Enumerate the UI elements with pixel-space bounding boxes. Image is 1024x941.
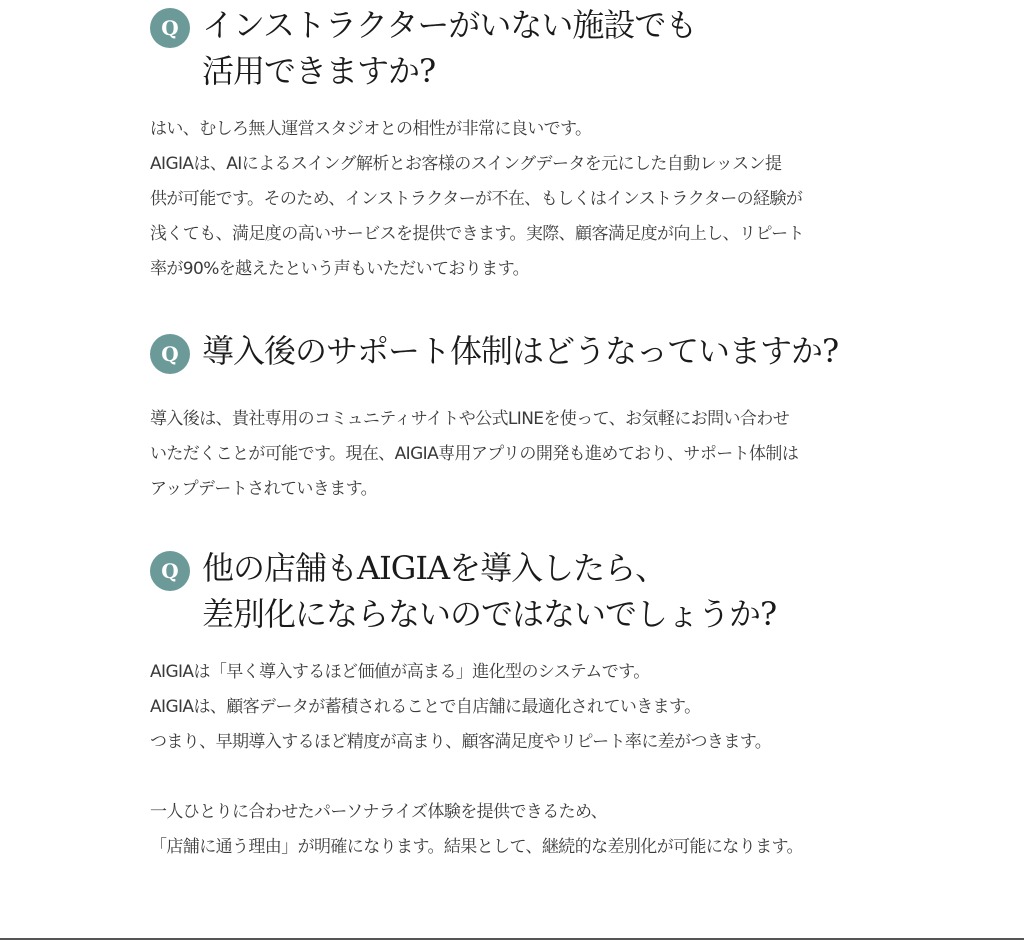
answer-line: 浅くても、満足度の高いサービスを提供できます。実際、顧客満足度が向上し、リピート xyxy=(150,224,804,244)
faq-answer xyxy=(150,402,880,507)
q-badge-icon: Q xyxy=(150,551,190,591)
answer-line: 一人ひとりに合わせたパーソナライズ体験を提供できるため、 xyxy=(150,802,608,822)
answer-line: AIGIAは、顧客データが蓄積されることで自店舗に最適化されていきます。 xyxy=(150,697,701,717)
answer-line: 供が可能です。そのため、インストラクターが不在、もしくはインストラクターの経験が xyxy=(150,189,803,209)
answer-line: はい、むしろ無人運営スタジオとの相性が非常に良いです。 xyxy=(150,119,592,139)
faq-question xyxy=(150,545,880,637)
answer-line: いただくことが可能です。現在、AIGIA専用アプリの開発も進めており、サポート体制は xyxy=(150,444,799,464)
answer-line: つまり、早期導入するほど精度が高まり、顧客満足度やリピート率に差がつきます。 xyxy=(150,732,772,752)
bottom-divider xyxy=(0,938,1024,940)
faq-question xyxy=(150,2,880,94)
faq-item xyxy=(150,328,880,507)
paragraph-gap xyxy=(150,760,880,795)
faq-item xyxy=(150,545,880,865)
faq-item xyxy=(150,2,880,287)
question-line: 他の店舗もAIGIAを導入したら、 xyxy=(202,549,667,587)
answer-line: 率が90%を越えたという声もいただいております。 xyxy=(150,259,530,279)
answer-line: アップデートされていきます。 xyxy=(150,479,378,499)
faq-answer xyxy=(150,655,880,865)
question-line: 活用できますか? xyxy=(202,52,436,90)
answer-line: AIGIAは「早く導入するほど価値が高まる」進化型のシステムです。 xyxy=(150,662,650,682)
question-line: インストラクターがいない施設でも xyxy=(202,6,697,44)
answer-line: 「店舗に通う理由」が明確になります。結果として、継続的な差別化が可能になります。 xyxy=(150,837,803,857)
q-badge-icon: Q xyxy=(150,334,190,374)
faq-question xyxy=(150,328,880,374)
answer-line: AIGIAは、AIによるスイング解析とお客様のスイングデータを元にした自動レッスン提 xyxy=(150,154,782,174)
answer-line: 導入後は、貴社専用のコミュニティサイトや公式LINEを使って、お気軽にお問い合わせ xyxy=(150,409,790,429)
question-line: 差別化にならないのではないでしょうか? xyxy=(202,595,777,633)
question-line: 導入後のサポート体制はどうなっていますか? xyxy=(202,332,839,370)
faq-answer xyxy=(150,112,880,287)
q-badge-icon: Q xyxy=(150,8,190,48)
